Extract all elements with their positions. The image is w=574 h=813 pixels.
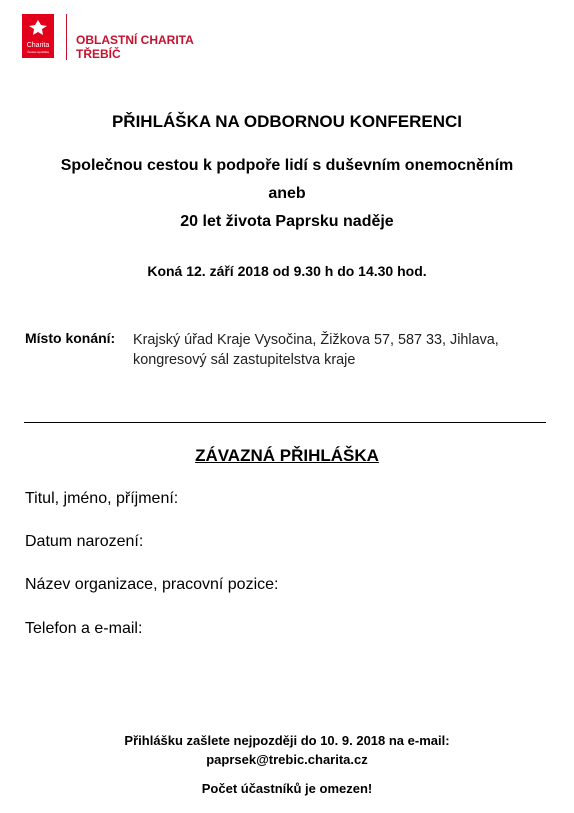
logo-text: Charita [26,42,50,49]
field-name-label: Titul, jméno, příjmení: [25,490,179,507]
venue-address [133,330,563,370]
charita-cross-icon [28,19,48,39]
section-divider [24,422,546,423]
footer-instruction: Přihlášku zašlete nejpozději do 10. 9. 2018 na e-mail: [124,733,450,748]
venue-line-1: Krajský úřad Kraje Vysočina, Žižkova 57, 587 33, Jihlava, [133,332,499,348]
charita-logo-mark [22,14,54,58]
subtitle-line-1: Společnou cestou k podpoře lidí s duševním onemocněním [60,157,514,174]
footer-email: paprsek@trebic.charita.cz [206,752,368,767]
logo-subtext: Česká republika [27,50,49,54]
org-line-1: OBLASTNÍ CHARITA [76,33,194,47]
charita-logo [22,14,202,62]
field-contact-label: Telefon a e-mail: [25,620,143,637]
subtitle-line-3: 20 let života Paprsku naděje [180,213,394,230]
event-date: Koná 12. září 2018 od 9.30 h do 14.30 hod. [147,263,427,279]
venue-line-2: kongresový sál zastupitelstva kraje [133,352,356,368]
page-title: PŘIHLÁŠKA NA ODBORNOU KONFERENCI [111,112,463,131]
organization-name [76,33,194,61]
org-line-2: TŘEBÍČ [76,47,121,61]
subtitle-line-2: aneb [268,185,306,202]
venue-label: Místo konání: [25,330,116,346]
conference-subtitle [0,152,574,236]
field-birthdate-label: Datum narození: [25,533,144,550]
footer-capacity-note: Počet účastníků je omezen! [201,781,373,796]
form-title: ZÁVAZNÁ PŘIHLÁŠKA [195,446,379,465]
logo-divider [66,14,67,60]
field-organization-label: Název organizace, pracovní pozice: [25,576,279,593]
